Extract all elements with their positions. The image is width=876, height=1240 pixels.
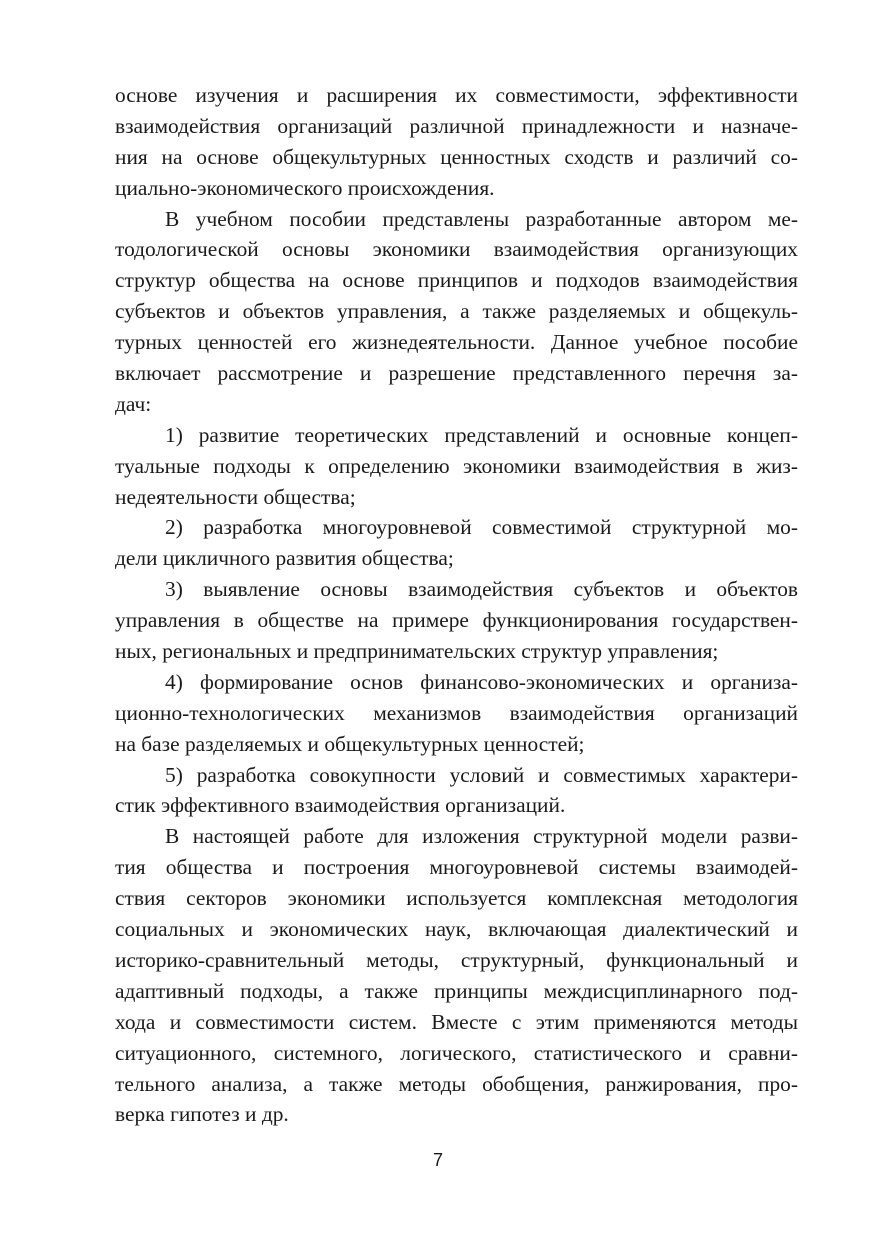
body-text [115, 80, 798, 1130]
text-line: дели цикличного развития общества; [115, 546, 454, 571]
text-line: В учебном пособии представлены разработанные автором ме- [165, 206, 798, 231]
text-line: историко-сравнительный методы, структурный, функциональный и [115, 947, 798, 972]
text-line: дач: [115, 391, 152, 416]
text-line: ных, региональных и предпринимательских структур управления; [115, 639, 719, 664]
text-line: туальные подходы к определению экономики взаимодействия в жиз- [115, 453, 798, 478]
text-line: управления в обществе на примере функционирования государствен- [115, 608, 798, 633]
text-line: недеятельности общества; [115, 484, 356, 509]
text-line: адаптивный подходы, а также принципы междисциплинарного под- [115, 978, 798, 1003]
page-number: 7 [432, 1150, 443, 1170]
text-line: структур общества на основе принципов и подходов взаимодействия [115, 268, 798, 293]
text-line: верка гипотез и др. [115, 1102, 289, 1127]
text-line: взаимодействия организаций различной принадлежности и назначе- [115, 113, 798, 138]
text-line: 3) выявление основы взаимодействия субъектов и объектов [165, 577, 798, 602]
text-line: ситуационного, системного, логического, статистического и сравни- [115, 1040, 798, 1065]
text-line: на базе разделяемых и общекультурных ценностей; [115, 731, 585, 756]
text-line: турных ценностей его жизнедеятельности. Данное учебное пособие [115, 330, 798, 355]
text-line: тодологической основы экономики взаимодействия организующих [115, 237, 798, 262]
text-line: В настоящей работе для изложения структурной модели разви- [165, 824, 798, 849]
text-line: социальных и экономических наук, включающая диалектический и [115, 917, 798, 942]
text-line: 4) формирование основ финансово-экономических и организа- [165, 669, 798, 694]
text-line: ния на основе общекультурных ценностных сходств и различий со- [115, 144, 798, 169]
text-line: 1) развитие теоретических представлений и основные концеп- [165, 422, 798, 447]
text-line: хода и совместимости систем. Вместе с этим применяются методы [115, 1009, 798, 1034]
text-line: стик эффективного взаимодействия организаций. [115, 793, 566, 818]
text-line: ционно-технологических механизмов взаимодействия организаций [115, 700, 798, 725]
text-line: основе изучения и расширения их совместимости, эффективности [115, 83, 798, 107]
text-line: тельного анализа, а также методы обобщения, ранжирования, про- [115, 1071, 798, 1096]
text-line: ствия секторов экономики используется комплексная методология [115, 886, 798, 911]
text-line: тия общества и построения многоуровневой системы взаимодей- [115, 855, 798, 880]
text-line: 2) разработка многоуровневой совместимой структурной мо- [165, 515, 798, 540]
text-line: 5) разработка совокупности условий и совместимых характери- [165, 762, 798, 787]
text-line: циально-экономического происхождения. [115, 175, 495, 200]
text-line: включает рассмотрение и разрешение представленного перечня за- [115, 361, 798, 386]
text-line: субъектов и объектов управления, а также разделяемых и общекуль- [115, 299, 798, 324]
